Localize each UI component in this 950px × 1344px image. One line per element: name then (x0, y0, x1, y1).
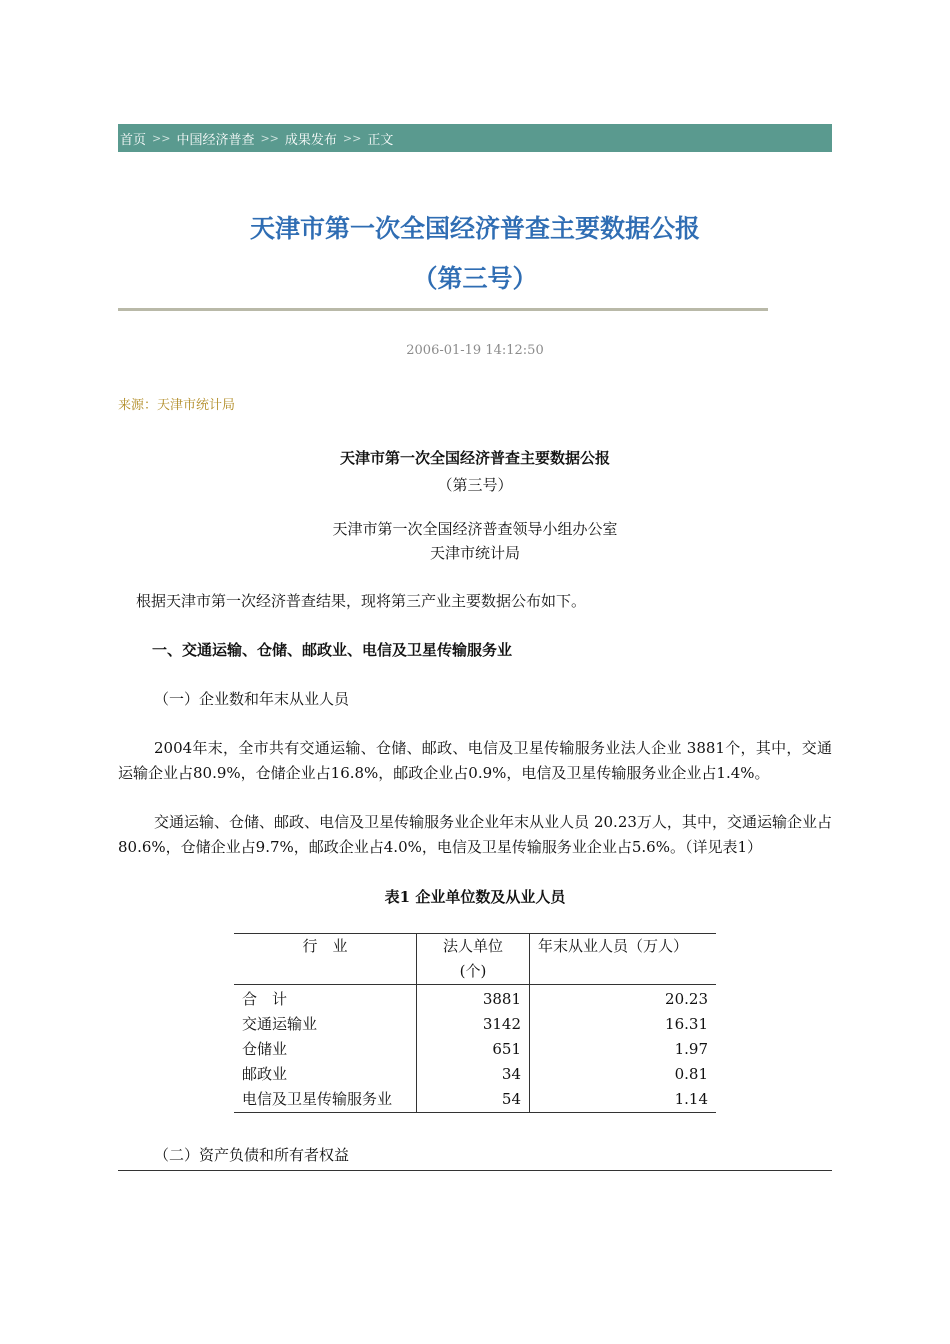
issuer-office: 天津市第一次全国经济普查领导小组办公室 (332, 520, 618, 538)
breadcrumb (118, 124, 832, 152)
data-table (234, 933, 716, 1113)
subsection-heading: （一）企业数和年末从业人员 (154, 690, 350, 708)
table-title: 表1 企业单位数及从业人员 (384, 888, 566, 906)
cell-industry: 交通运输业 (234, 1012, 417, 1037)
cell-employees: 1.97 (674, 1040, 708, 1058)
cell-employees: 16.31 (665, 1015, 708, 1033)
breadcrumb-current[interactable]: 正文 (367, 132, 394, 148)
issuer-bureau: 天津市统计局 (429, 544, 520, 562)
page-content (118, 124, 832, 1171)
cell-employees: 1.14 (674, 1090, 708, 1108)
breadcrumb-home[interactable]: 首页 (120, 132, 147, 148)
breadcrumb-census[interactable]: 中国经济普查 (176, 132, 255, 148)
breadcrumb-separator: >> (152, 131, 171, 145)
header-units (417, 934, 530, 985)
table-row (234, 1037, 716, 1062)
subsection-heading: （二）资产负债和所有者权益 (154, 1146, 350, 1164)
cell-industry: 邮政业 (234, 1062, 417, 1087)
source-label: 来源：天津市统计局 (118, 398, 236, 413)
table-header-row (234, 934, 716, 985)
intro-paragraph: 根据天津市第一次经济普查结果，现将第三产业主要数据公布如下。 (136, 592, 587, 610)
document-number: （第三号） (437, 476, 513, 494)
header-units-unit: (个) (459, 962, 487, 980)
cell-employees: 20.23 (665, 990, 708, 1008)
section-heading: 一、交通运输、仓储、邮政业、电信及卫星传输服务业 (152, 641, 513, 659)
document-title: 天津市第一次全国经济普查主要数据公报 (339, 449, 610, 467)
cell-units: 3142 (417, 1012, 530, 1037)
cell-units: 54 (417, 1087, 530, 1113)
table-row (234, 1012, 716, 1037)
publish-timestamp: 2006-01-19 14:12:50 (406, 343, 544, 358)
cell-units: 3881 (417, 985, 530, 1013)
page-subtitle: （第三号） (412, 264, 538, 293)
table-row (234, 1062, 716, 1087)
cell-industry: 电信及卫星传输服务业 (234, 1087, 417, 1113)
header-employees: 年末从业人员（万人） (538, 937, 689, 955)
cell-industry: 合 计 (234, 985, 417, 1013)
header-units-label: 法人单位 (442, 937, 503, 955)
table-row (234, 1087, 716, 1113)
breadcrumb-results[interactable]: 成果发布 (284, 132, 337, 148)
table-row (234, 985, 716, 1013)
cell-units: 34 (417, 1062, 530, 1087)
header-industry: 行 业 (234, 934, 417, 985)
document-issuer (118, 517, 832, 565)
cell-units: 651 (417, 1037, 530, 1062)
title-divider (118, 308, 768, 311)
breadcrumb-separator: >> (342, 131, 362, 145)
cell-industry: 仓储业 (234, 1037, 417, 1062)
body-paragraph: 交通运输、仓储、邮政、电信及卫星传输服务业企业年末从业人员 20.23万人，其中，交通运输企业占80.6%，仓储企业占9.7%，邮政企业占4.0%，电信及卫星传输服务业企业占5.6%。（详见表1） (118, 813, 832, 856)
page-title: 天津市第一次全国经济普查主要数据公报 (249, 214, 700, 243)
cell-employees: 0.81 (674, 1065, 708, 1083)
body-paragraph: 2004年末，全市共有交通运输、仓储、邮政、电信及卫星传输服务业法人企业 3881个，其中，交通运输企业占80.9%，仓储企业占16.8%，邮政企业占0.9%，电信及卫星传输服务业企业占1.4%。 (118, 739, 832, 782)
breadcrumb-separator: >> (260, 131, 279, 145)
bottom-divider (118, 1170, 832, 1171)
